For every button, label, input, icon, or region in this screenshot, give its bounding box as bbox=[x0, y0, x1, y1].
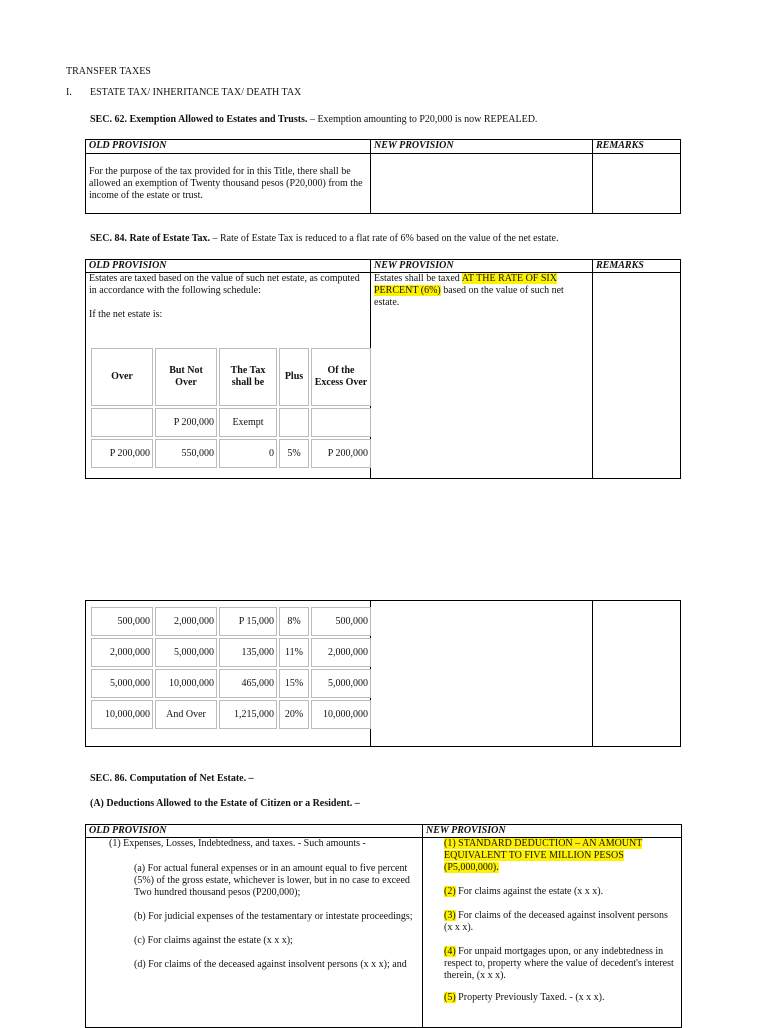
sec84-summary: – Rate of Estate Tax is reduced to a flat rate of 6% based on the value of the net estate. bbox=[210, 233, 559, 244]
schedule-cell: 1,215,000 bbox=[219, 700, 277, 729]
sec62-table bbox=[85, 139, 681, 214]
sec84-new-text bbox=[374, 273, 589, 309]
sec86-old-item: (c) For claims against the estate (x x x); bbox=[134, 935, 293, 946]
sec84-remarks-cell bbox=[593, 273, 681, 479]
sec62-new-header: NEW PROVISION bbox=[371, 140, 593, 154]
table-row bbox=[91, 607, 371, 636]
schedule-cell: P 15,000 bbox=[219, 607, 277, 636]
sec86-new-item bbox=[426, 992, 674, 1004]
sec86-new-item bbox=[426, 910, 674, 934]
sec84-remarks-header: REMARKS bbox=[593, 260, 681, 273]
sec84-new-post: based on the value of such net estate. bbox=[374, 285, 564, 308]
schedule-cell: 550,000 bbox=[155, 439, 217, 468]
sec86-old-cell bbox=[86, 838, 423, 1028]
sec86-table bbox=[85, 824, 682, 1028]
sec62-title: SEC. 62. Exemption Allowed to Estates and Trusts. bbox=[90, 114, 308, 125]
sec84-new-highlight: AT THE RATE OF SIX PERCENT (6%) bbox=[374, 273, 557, 296]
schedule-cell: 465,000 bbox=[219, 669, 277, 698]
schedule-cell: P 200,000 bbox=[155, 408, 217, 437]
schedule-header-over: Over bbox=[91, 348, 153, 406]
schedule-cell: 10,000,000 bbox=[155, 669, 217, 698]
schedule-cell: 0 bbox=[219, 439, 277, 468]
sec86-old-item: (a) For actual funeral expenses or in an amount equal to five percent (5%) of the gross estate, whichever is lower, but in no case to exceed Two hundred thousand pesos (P200,000); bbox=[134, 863, 410, 898]
sec86-dash: – bbox=[246, 773, 254, 784]
sec84-new-pre: Estates shall be taxed bbox=[374, 273, 462, 284]
schedule-header-plus: Plus bbox=[279, 348, 309, 406]
sec62-old-cell bbox=[86, 154, 371, 214]
sec84-old-text2: If the net estate is: bbox=[89, 309, 163, 320]
table-row bbox=[91, 638, 371, 667]
sec86-new-item bbox=[426, 946, 674, 982]
sec86-new-item bbox=[426, 886, 674, 898]
sec86-new-item-text: For claims of the deceased against insolvent persons (x x x). bbox=[444, 910, 668, 933]
schedule-cell: 8% bbox=[279, 607, 309, 636]
schedule-header-excess-over: Of the Excess Over bbox=[311, 348, 371, 406]
schedule-cell: Exempt bbox=[219, 408, 277, 437]
table-row bbox=[91, 669, 371, 698]
schedule-cell: 10,000,000 bbox=[91, 700, 153, 729]
sec86-old-item: (1) Expenses, Losses, Indebtedness, and taxes. - Such amounts - bbox=[109, 838, 366, 849]
sec84-new-cell-cont bbox=[371, 601, 593, 747]
schedule-cell: 2,000,000 bbox=[155, 607, 217, 636]
schedule-cell: 20% bbox=[279, 700, 309, 729]
sec62-remarks-header: REMARKS bbox=[593, 140, 681, 154]
schedule-cell: 11% bbox=[279, 638, 309, 667]
table-row bbox=[91, 408, 371, 437]
schedule-cell: 10,000,000 bbox=[311, 700, 371, 729]
sec84-new-header: NEW PROVISION bbox=[371, 260, 593, 273]
sec62-old-header: OLD PROVISION bbox=[86, 140, 371, 154]
sec84-remarks-cell-cont bbox=[593, 601, 681, 747]
sec86-old-header: OLD PROVISION bbox=[86, 825, 423, 838]
sec86-new-item-num: (3) bbox=[444, 910, 456, 921]
doc-heading: TRANSFER TAXES bbox=[66, 66, 151, 77]
schedule-cell bbox=[279, 408, 309, 437]
sec84-title: SEC. 84. Rate of Estate Tax. bbox=[90, 233, 211, 244]
schedule-cell: P 200,000 bbox=[91, 439, 153, 468]
sec62-heading bbox=[90, 114, 537, 126]
schedule-cell: And Over bbox=[155, 700, 217, 729]
schedule-cell bbox=[91, 408, 153, 437]
sec84-heading bbox=[90, 233, 558, 245]
schedule-header-but-not-over: But Not Over bbox=[155, 348, 217, 406]
sec86-subtitle: (A) Deductions Allowed to the Estate of Citizen or a Resident. bbox=[90, 798, 353, 809]
table-row bbox=[91, 439, 371, 468]
sec86-subdash: – bbox=[352, 798, 360, 809]
section-title: ESTATE TAX/ INHERITANCE TAX/ DEATH TAX bbox=[90, 87, 302, 98]
sec86-new-item-num: (2) bbox=[444, 886, 456, 897]
sec86-new-item-text: For claims against the estate (x x x). bbox=[455, 886, 604, 897]
sec86-new-item-text: For unpaid mortgages upon, or any indebtedness in respect to, property where the value of decedent's interest therein, (x x x). bbox=[444, 946, 674, 981]
sec86-new-header: NEW PROVISION bbox=[423, 825, 682, 838]
sec86-old-item: (b) For judicial expenses of the testamentary or intestate proceedings; bbox=[134, 911, 413, 922]
schedule-cell: 5,000,000 bbox=[311, 669, 371, 698]
schedule-cell: 5,000,000 bbox=[155, 638, 217, 667]
sec86-new-item-highlight: (1) STANDARD DEDUCTION – AN AMOUNT EQUIVALENT TO FIVE MILLION PESOS (P5,000,000). bbox=[444, 838, 643, 873]
sec86-new-item-text: Property Previously Taxed. - (x x x). bbox=[455, 992, 605, 1003]
sec86-old-item: (d) For claims of the deceased against insolvent persons (x x x); and bbox=[134, 959, 407, 970]
schedule-cell bbox=[311, 408, 371, 437]
schedule-cell: 5,000,000 bbox=[91, 669, 153, 698]
schedule-table-1 bbox=[89, 346, 373, 470]
sec86-new-item-num: (5) bbox=[444, 992, 456, 1003]
sec84-old-text: Estates are taxed based on the value of such net estate, as computed in accordance with the following schedule: bbox=[89, 273, 360, 296]
schedule-cell: 500,000 bbox=[91, 607, 153, 636]
sec86-heading bbox=[90, 773, 254, 785]
sec62-new-cell bbox=[371, 154, 593, 214]
schedule-cell: 15% bbox=[279, 669, 309, 698]
sec62-remarks-cell bbox=[593, 154, 681, 214]
table-row bbox=[91, 700, 371, 729]
sec86-new-item-num: (4) bbox=[444, 946, 456, 957]
sec84-new-cell bbox=[371, 273, 593, 479]
sec62-old-text: For the purpose of the tax provided for in this Title, there shall be allowed an exemption of Twenty thousand pesos (P20,000) from the income of the estate or trust. bbox=[89, 166, 363, 201]
schedule-table-2 bbox=[89, 605, 373, 731]
sec84-old-header: OLD PROVISION bbox=[86, 260, 371, 273]
sec86-new-item bbox=[426, 838, 674, 874]
schedule-cell: 500,000 bbox=[311, 607, 371, 636]
schedule-cell: P 200,000 bbox=[311, 439, 371, 468]
section-number: I. bbox=[66, 87, 72, 98]
schedule-cell: 5% bbox=[279, 439, 309, 468]
schedule-cell: 2,000,000 bbox=[91, 638, 153, 667]
sec86-new-cell bbox=[423, 838, 682, 1028]
schedule-cell: 135,000 bbox=[219, 638, 277, 667]
schedule-cell: 2,000,000 bbox=[311, 638, 371, 667]
sec86-title: SEC. 86. Computation of Net Estate. bbox=[90, 773, 247, 784]
sec86-subheading bbox=[90, 798, 360, 810]
sec62-summary: – Exemption amounting to P20,000 is now REPEALED. bbox=[307, 114, 538, 125]
schedule-header-tax: The Tax shall be bbox=[219, 348, 277, 406]
